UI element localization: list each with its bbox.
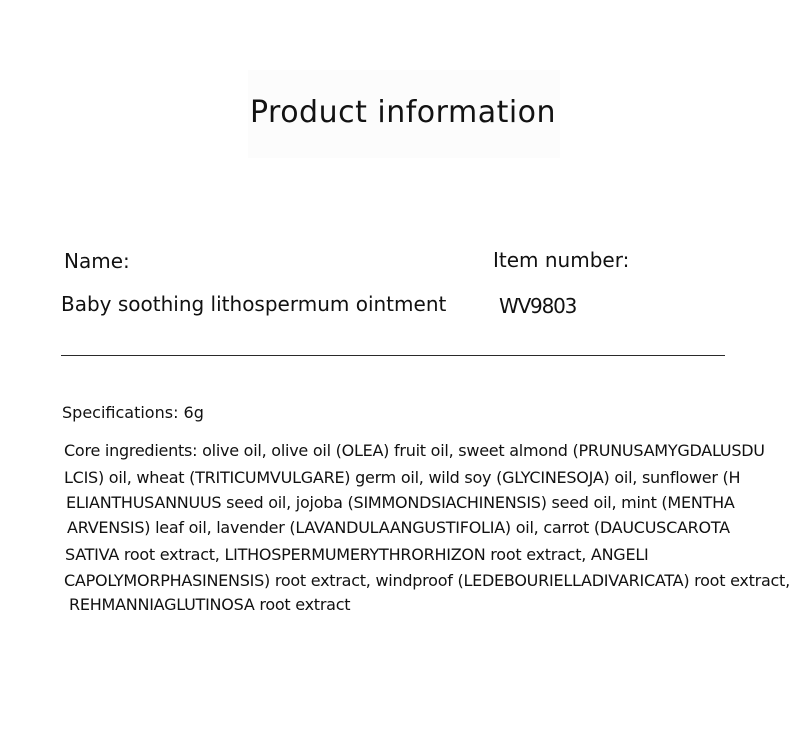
item-number-label: Item number: bbox=[493, 248, 630, 272]
product-name-value: Baby soothing lithospermum ointment bbox=[61, 292, 447, 316]
item-number-value: WV9803 bbox=[499, 294, 577, 318]
ingredients-line: Core ingredients: olive oil, olive oil (OLEA) fruit oil, sweet almond (PRUNUSAMYGDALUSDU bbox=[64, 441, 765, 460]
ingredients-line: ELIANTHUSANNUUS seed oil, jojoba (SIMMONDSIACHINENSIS) seed oil, mint (MENTHA bbox=[66, 493, 735, 512]
divider bbox=[61, 355, 725, 356]
ingredients-line: SATIVA root extract, LITHOSPERMUMERYTHRORHIZON root extract, ANGELI bbox=[65, 545, 649, 564]
specifications-text: Specifications: 6g bbox=[62, 403, 204, 422]
page-title: Product information bbox=[249, 95, 557, 130]
ingredients-line: LCIS) oil, wheat (TRITICUMVULGARE) germ oil, wild soy (GLYCINESOJA) oil, sunflower (H bbox=[64, 468, 741, 487]
ingredients-line: ARVENSIS) leaf oil, lavender (LAVANDULAANGUSTIFOLIA) oil, carrot (DAUCUSCAROTA bbox=[67, 518, 730, 537]
name-label: Name: bbox=[64, 249, 130, 273]
ingredients-line: CAPOLYMORPHASINENSIS) root extract, windproof (LEDEBOURIELLADIVARICATA) root extract, bbox=[64, 571, 790, 590]
ingredients-line: REHMANNIAGLUTINOSA root extract bbox=[69, 595, 351, 614]
